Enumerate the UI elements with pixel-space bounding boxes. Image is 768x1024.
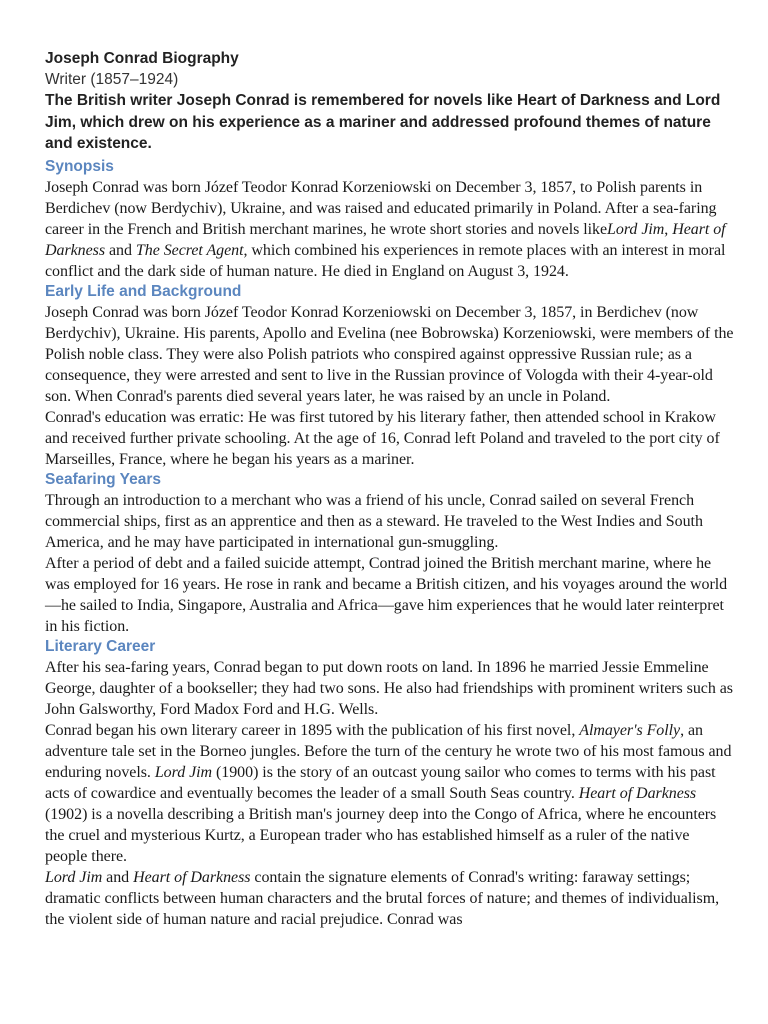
article-body xyxy=(45,157,735,930)
italic-title-text: Heart of Darkness xyxy=(45,220,726,259)
paragraph xyxy=(45,657,735,720)
document-page xyxy=(45,49,735,930)
paragraph xyxy=(45,302,735,407)
section-heading: Literary Career xyxy=(45,637,156,655)
paragraph-text: , an adventure tale set in the Borneo jungles. Before the turn of the century he wrote two of his most famous and enduring novels. xyxy=(45,721,732,781)
article-lede: The British writer Joseph Conrad is remembered for novels like Heart of Darkness and Lord Jim, which drew on his experience as a mariner and addressed profound themes of nature and existence. xyxy=(45,92,721,152)
paragraph-text: and xyxy=(105,241,136,259)
paragraph-text: Conrad's education was erratic: He was first tutored by his literary father, then attended school in Krakow and received further private schooling. At the age of 16, Conrad left Poland and traveled to the port city of Marseilles, France, where he began his years as a mariner. xyxy=(45,408,720,468)
italic-title-text: Lord Jim xyxy=(607,220,665,238)
paragraph xyxy=(45,177,735,282)
paragraph-text: and xyxy=(102,868,134,886)
paragraph-text: Conrad began his own literary career in 1895 with the publication of his first novel, xyxy=(45,721,580,739)
section-heading: Seafaring Years xyxy=(45,470,162,488)
italic-title-text: Lord Jim xyxy=(154,763,213,781)
page-title: Joseph Conrad Biography xyxy=(45,50,239,67)
italic-title-text: The Secret Agent xyxy=(135,241,244,259)
paragraph-text: Through an introduction to a merchant who was a friend of his uncle, Conrad sailed on several French commercial ships, first as an apprentice and then as a steward. He traveled to the West Indies and South America, and he may have participated in international gun-smuggling. xyxy=(45,491,703,551)
italic-title-text: Heart of Darkness xyxy=(578,784,697,802)
italic-title-text: Almayer's Folly xyxy=(579,721,681,739)
italic-title-text: Lord Jim xyxy=(45,868,103,886)
paragraph-text: , xyxy=(664,220,673,238)
paragraph xyxy=(45,720,735,867)
paragraph xyxy=(45,553,735,637)
paragraph-text: After a period of debt and a failed suicide attempt, Contrad joined the British merchant marine, where he was employed for 16 years. He rose in rank and became a British citizen, and his voyages around the world—he sailed to India, Singapore, Australia and Africa—gave him experiences that he would later reinterpret in his fiction. xyxy=(45,554,728,635)
page-subtitle: Writer (1857–1924) xyxy=(45,71,179,88)
section-heading: Synopsis xyxy=(45,157,114,175)
section-heading: Early Life and Background xyxy=(45,282,242,300)
paragraph-text: contain the signature elements of Conrad's writing: faraway settings; dramatic conflicts between human characters and the brutal forces of nature; and themes of individualism, the violent side of human nature and racial prejudice. Conrad was xyxy=(45,868,720,928)
paragraph xyxy=(45,867,735,930)
paragraph-text: Joseph Conrad was born Józef Teodor Konrad Korzeniowski on December 3, 1857, to Polish parents in Berdichev (now Berdychiv), Ukraine, and was raised and educated primarily in Poland. After a sea-faring career in the French and British merchant marines, he wrote short stories and novels like xyxy=(45,178,717,238)
paragraph-text: (1900) is the story of an outcast young sailor who comes to terms with his past acts of cowardice and eventually becomes the leader of a small South Seas country. xyxy=(45,763,716,802)
paragraph-text: (1902) is a novella describing a British man's journey deep into the Congo of Africa, where he encounters the cruel and mysterious Kurtz, a European trader who has established himself as a ruler of the native people there. xyxy=(45,805,717,865)
paragraph-text: After his sea-faring years, Conrad began to put down roots on land. In 1896 he married Jessie Emmeline George, daughter of a bookseller; they had two sons. He also had friendships with prominent writers such as John Galsworthy, Ford Madox Ford and H.G. Wells. xyxy=(45,658,733,718)
paragraph xyxy=(45,490,735,553)
paragraph-text: Joseph Conrad was born Józef Teodor Konrad Korzeniowski on December 3, 1857, in Berdichev (now Berdychiv), Ukraine. His parents, Apollo and Evelina (nee Bobrowska) Korzeniowski, were members of the Polish noble class. They were also Polish patriots who conspired against oppressive Russian rule; as a consequence, they were arrested and sent to live in the Russian province of Vologda with their 4-year-old son. When Conrad's parents died several years later, he was raised by an uncle in Poland. xyxy=(45,303,734,405)
italic-title-text: Heart of Darkness xyxy=(133,868,251,886)
paragraph-text: , which combined his experiences in remote places with an interest in moral conflict and the dark side of human nature. He died in England on August 3, 1924. xyxy=(45,241,726,280)
paragraph xyxy=(45,407,735,470)
